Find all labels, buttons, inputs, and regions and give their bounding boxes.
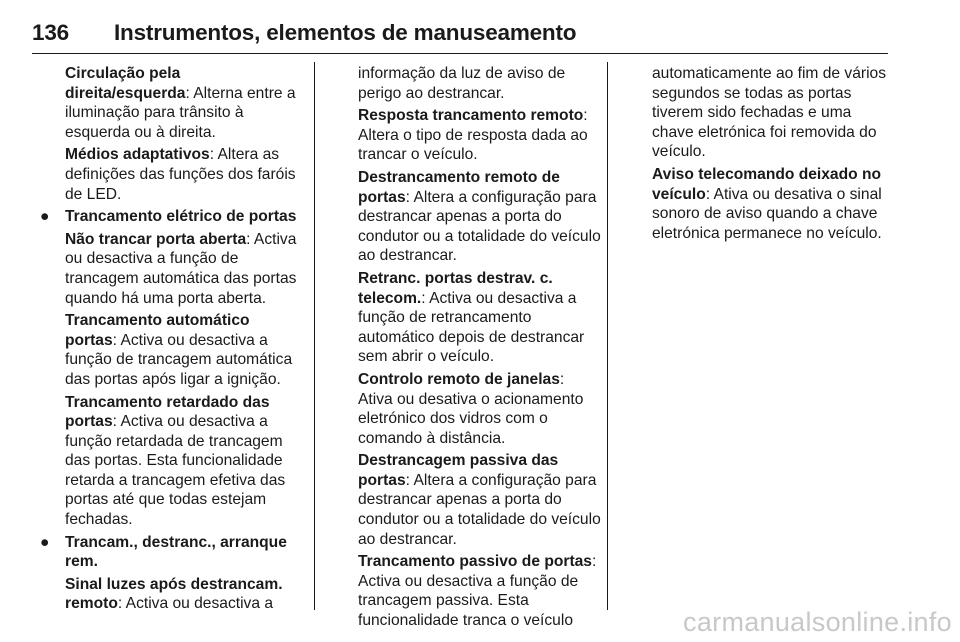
entry-term: Destrancagem passiva das portas: [358, 452, 559, 489]
entry-trancamento-retardado: [34, 393, 304, 530]
column-divider-2: [607, 62, 608, 610]
entry-text: : Activa ou desactiva a função de retrancamento automático depois de destrancar sem abrir o veículo.: [358, 289, 585, 366]
entry-term: Circulação pela direita/esquerda: [65, 65, 186, 102]
entry-controlo-janelas: [358, 370, 602, 448]
bullet-trancam-destranc: [34, 533, 304, 572]
bullet-icon: ●: [40, 208, 50, 226]
entry-text: automaticamente ao fim de vários segundos se todas as portas tiverem sido fechadas e uma chave eletrónica foi removida do veículo.: [652, 65, 887, 161]
entry-term: Aviso telecomando deixado no veículo: [652, 165, 882, 203]
entry-sinal-luzes: [34, 575, 304, 614]
entry-text: : Ativa ou desativa o acionamento eletrónico dos vidros com o comando à distância.: [358, 370, 584, 447]
entry-medios-adaptativos: [34, 145, 304, 204]
entry-trancamento-automatico: [34, 311, 304, 389]
entry-text: : Altera a configuração para destrancar apenas a porta do condutor ou a totalidade do veículo ao destrancar.: [358, 188, 601, 265]
column-3: [652, 64, 892, 246]
entry-aviso-telecomando: [652, 165, 892, 243]
entry-term: Não trancar porta aberta: [65, 230, 247, 248]
page-title: Instrumentos, elementos de manuseamento: [114, 20, 577, 45]
entry-text: : Activa ou desactiva a função de trancagem automática das portas após ligar a ignição.: [65, 331, 293, 388]
entry-destrancagem-passiva: [358, 451, 602, 549]
entry-resposta-trancamento: [358, 106, 602, 165]
header-rule: [32, 53, 888, 54]
entry-text: : Activa ou desactiva a função retardada de trancagem das portas. Esta funcionalidade retarda a trancagem efetiva das portas até que todas estejam fechadas.: [65, 413, 286, 529]
entry-continuation: [652, 64, 892, 162]
bullet-icon: ●: [40, 533, 50, 551]
column-1: [34, 64, 304, 617]
entry-text: : Ativa ou desativa o sinal sonoro de aviso quando a chave eletrónica permanece no veículo.: [652, 185, 882, 242]
entry-term: Trancamento automático portas: [65, 312, 250, 349]
entry-term: Trancamento passivo de portas: [358, 553, 592, 571]
entry-trancamento-passivo: [358, 552, 602, 630]
entry-term: Resposta trancamento remoto: [358, 107, 584, 125]
entry-circulacao: [34, 64, 304, 142]
entry-text: : Altera o tipo de resposta dada ao trancar o veículo.: [358, 107, 588, 164]
entry-nao-trancar: [34, 230, 304, 308]
entry-text: : Altera as definições das funções dos faróis de LED.: [65, 146, 296, 203]
entry-text: : Activa ou desactiva a: [117, 595, 274, 613]
entry-destrancamento-remoto: [358, 168, 602, 266]
entry-term: Destrancamento remoto de portas: [358, 168, 560, 206]
entry-text: : Activa ou desactiva a função de trancagem passiva. Esta funcionalidade tranca o veículo: [358, 553, 597, 630]
bullet-heading: Trancamento elétrico de portas: [65, 208, 297, 226]
column-divider-1: [314, 62, 315, 610]
bullet-heading: Trancam., destranc., arranque rem.: [65, 533, 287, 571]
watermark: carmanualsonline.info: [683, 607, 952, 637]
entry-text: : Alterna entre a iluminação para trânsito à esquerda ou à direita.: [65, 84, 296, 141]
entry-term: Trancamento retardado das portas: [65, 393, 270, 431]
entry-continuation: [358, 64, 602, 103]
entry-term: Controlo remoto de janelas: [358, 370, 560, 388]
entry-text: informação da luz de aviso de perigo ao destrancar.: [358, 65, 566, 102]
bullet-trancamento-eletrico: [34, 207, 304, 227]
page-header: [32, 20, 888, 46]
entry-text: : Altera a configuração para destrancar apenas a porta do condutor ou a totalidade do veículo ao destrancar.: [358, 471, 601, 548]
entry-retranc-portas: [358, 269, 602, 367]
entry-term: Sinal luzes após destrancam. remoto: [65, 575, 283, 613]
entry-term: Retranc. portas destrav. c. telecom.: [358, 269, 553, 307]
page-number: 136: [32, 20, 69, 45]
entry-text: : Activa ou desactiva a função de trancagem automática das portas quando há uma porta aberta.: [65, 230, 297, 307]
entry-term: Médios adaptativos: [65, 146, 210, 164]
column-2: [358, 64, 602, 634]
